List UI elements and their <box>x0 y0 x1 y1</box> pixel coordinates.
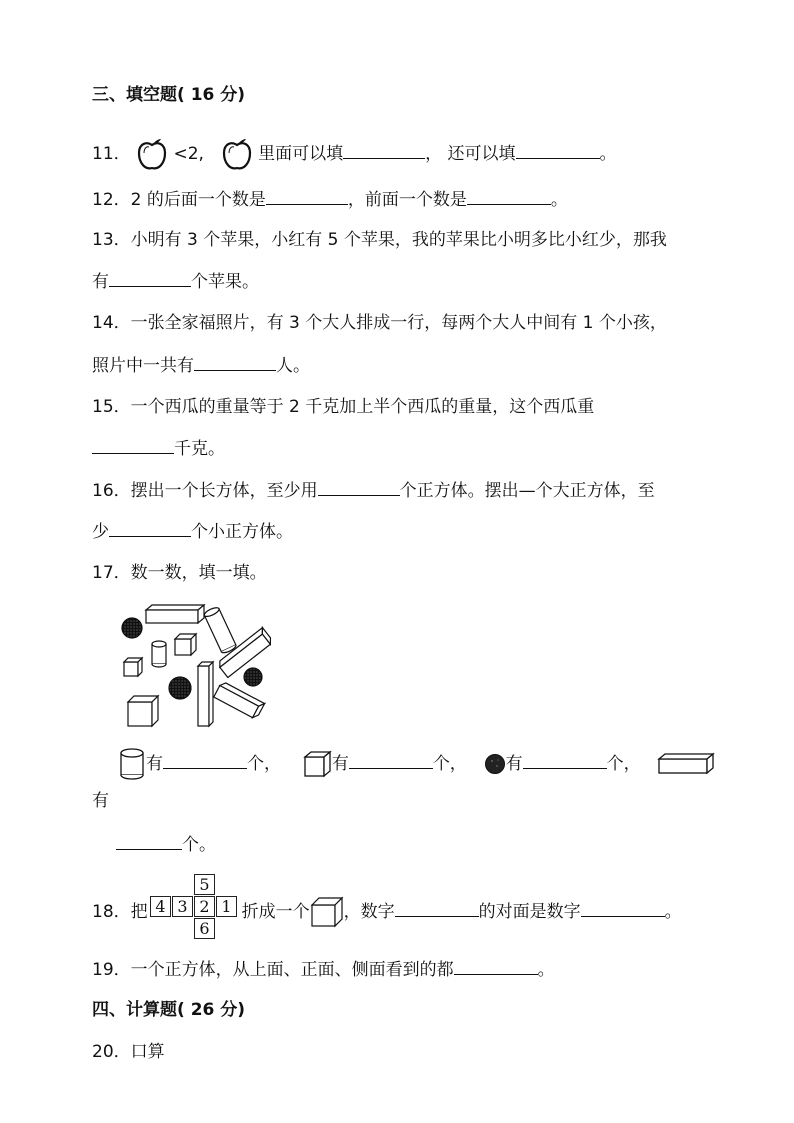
answer-blank-cube[interactable] <box>349 752 433 769</box>
net-cell-top: 5 <box>194 874 215 895</box>
cube-icon <box>302 749 332 779</box>
solids-picture <box>118 602 278 734</box>
question-19: 19．一个正方体，从上面、正面、侧面看到的都 。 <box>92 960 555 980</box>
net-cell: 4 <box>150 896 171 917</box>
answer-blank-sphere[interactable] <box>523 752 607 769</box>
question-15-line-2: 千克。 <box>92 437 225 460</box>
question-16-line-2: 少 个小正方体。 <box>92 522 293 542</box>
sphere-icon <box>484 753 506 775</box>
question-15-line-1: 15．一个西瓜的重量等于 2 千克加上半个西瓜的重量，这个西瓜重 <box>92 397 595 417</box>
section-3-heading: 三、填空题( 16 分) <box>92 85 246 105</box>
answer-blank[interactable] <box>109 270 191 287</box>
cylinder-icon <box>118 748 146 780</box>
cube-icon <box>310 896 344 928</box>
answer-blank[interactable] <box>454 958 538 975</box>
question-17-last: 个。 <box>116 833 216 856</box>
question-17-counts: 有 个， 有 个， 有 个， <box>118 748 715 780</box>
cuboid-icon <box>657 752 715 776</box>
question-14-line-2: 照片中一共有 人。 <box>92 356 310 376</box>
answer-blank[interactable] <box>395 900 479 917</box>
question-16-line-1: 16．摆出一个长方体，至少用 个正方体。摆出—个大正方体，至 <box>92 481 655 501</box>
net-cell: 3 <box>172 896 193 917</box>
question-14-line-1: 14．一张全家福照片，有 3 个大人排成一行，每两个大人中间有 1 个小孩， <box>92 313 667 333</box>
question-13-line-2: 有 个苹果。 <box>92 272 259 292</box>
answer-blank[interactable] <box>92 437 174 454</box>
question-number: 11． <box>92 144 131 164</box>
answer-blank[interactable] <box>581 900 665 917</box>
answer-blank[interactable] <box>343 142 425 159</box>
apple-icon <box>136 136 168 172</box>
answer-blank[interactable] <box>318 479 400 496</box>
question-17-prompt: 17．数一数，填一填。 <box>92 563 267 583</box>
net-cell: 1 <box>216 896 237 917</box>
net-cell: 2 <box>194 896 215 917</box>
answer-blank[interactable] <box>516 142 600 159</box>
solids-picture-svg <box>118 602 278 734</box>
answer-blank-cylinder[interactable] <box>163 752 247 769</box>
net-cell-bottom: 6 <box>194 918 215 939</box>
answer-blank[interactable] <box>467 188 551 205</box>
apple-icon <box>221 136 253 172</box>
question-17-you: 有 <box>92 791 109 811</box>
question-18: 18．把 折成一个 ，数字 的对面是数字 。 <box>92 896 682 928</box>
question-12: 12．2 的后面一个数是 ，前面一个数是 。 <box>92 190 568 210</box>
question-11: 11． <2, 里面可以填 ， 还可以填 。 <box>92 136 617 172</box>
answer-blank[interactable] <box>109 520 191 537</box>
section-4-heading: 四、计算题( 26 分) <box>92 1000 246 1020</box>
question-20: 20．口算 <box>92 1042 165 1062</box>
answer-blank[interactable] <box>266 188 348 205</box>
question-13-line-1: 13．小明有 3 个苹果，小红有 5 个苹果，我的苹果比小明多比小红少，那我 <box>92 230 667 250</box>
answer-blank[interactable] <box>194 354 276 371</box>
answer-blank-cuboid[interactable] <box>116 833 182 850</box>
